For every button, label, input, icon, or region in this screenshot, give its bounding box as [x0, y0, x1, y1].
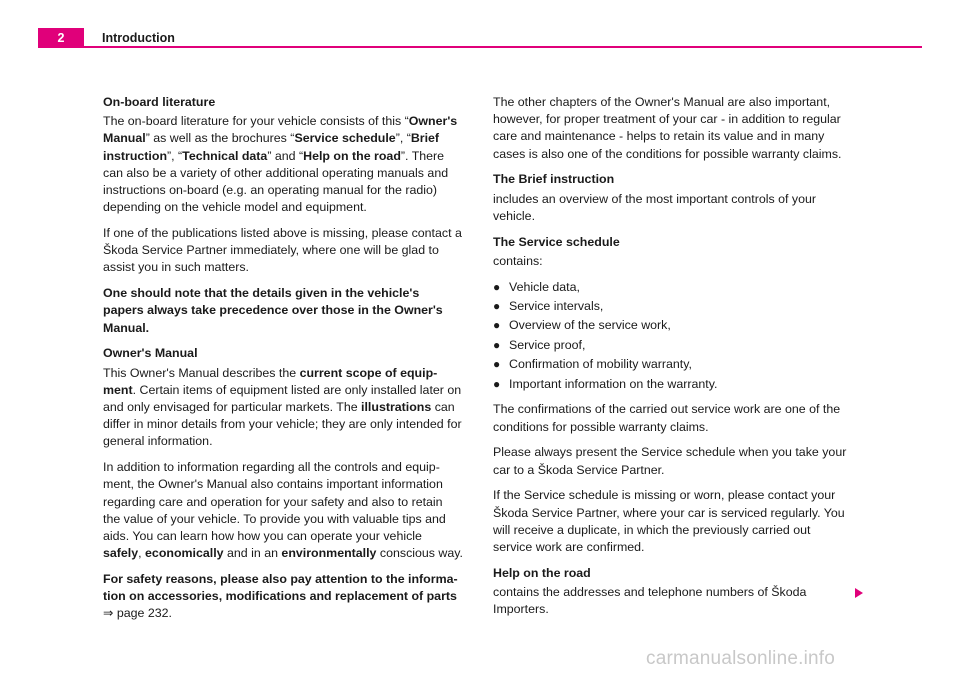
help-on-road-heading: Help on the road: [493, 565, 591, 580]
confirmations-paragraph: The confirmations of the carried out service work are one of the conditions for possible warranty claims.: [493, 402, 841, 434]
precedence-note: One should note that the details given in the vehicle's papers always take precedence over those in the Owner's Manual.: [103, 286, 443, 335]
list-item: ● Important information on the warranty.: [493, 376, 853, 393]
present-schedule-paragraph: Please always present the Service schedule when you take your car to a Škoda Service Partner.: [493, 445, 847, 477]
bullet-icon: ●: [493, 337, 501, 352]
service-schedule-intro: contains:: [493, 253, 543, 268]
next-page-arrow-icon[interactable]: [855, 588, 863, 598]
owners-manual-paragraph: This Owner's Manual describes the current scope of equipment. Certain items of equipment listed are only installed later on and only envisaged for particular markets. The illustrations can differ in minor details from your vehicle; they are only intended for general information.: [103, 365, 462, 449]
onboard-heading: On-board literature: [103, 95, 216, 109]
service-schedule-heading: The Service schedule: [493, 234, 620, 249]
missing-schedule-paragraph: If the Service schedule is missing or worn, please contact your Škoda Service Partner, where your car is serviced regularly. You will receive a duplicate, in which the previously carried out service work are confirmed.: [493, 488, 845, 554]
owners-manual-heading: Owner's Manual: [103, 346, 198, 361]
page-reference-arrow-icon: ⇒: [103, 606, 114, 621]
help-on-road-paragraph: contains the addresses and telephone numbers of Škoda Importers.: [493, 584, 807, 617]
bullet-icon: ●: [493, 318, 501, 333]
right-column: [493, 94, 853, 627]
list-item: ● Vehicle data,: [493, 279, 853, 296]
list-item: ● Service intervals,: [493, 298, 853, 315]
list-item: ● Confirmation of mobility warranty,: [493, 356, 853, 373]
bullet-icon: ●: [493, 279, 501, 294]
other-chapters-paragraph: The other chapters of the Owner's Manual are also important, however, for proper treatment of your car - in addition to regular care and maintenance - helps to retain its value and in many cases is also one of the conditions for possible warranty claims.: [493, 95, 842, 161]
addition-paragraph: In addition to information regarding all the controls and equipment, the Owner's Manual also contains important information regarding care and operation for your safety and also to retain the value of your vehicle. To provide you with valuable tips and aids. You can learn how how you can operate your vehicle safely, economically and in an environmentally conscious way.: [103, 460, 463, 561]
bullet-icon: ●: [493, 299, 501, 313]
section-title: Introduction: [102, 31, 175, 45]
header-rule: [84, 46, 922, 48]
brief-instruction-heading: The Brief instruction: [493, 172, 615, 187]
onboard-paragraph: The on-board literature for your vehicle consists of this “Owner's Manual” as well as the brochures “Service schedule”, “Brief instruction”, “Technical data” and “Help on the road”. There can also be a variety of other additional operating manuals and instructions on-board (e.g. an operating manual for the radio) depending on the vehicle model and equipment.: [103, 114, 458, 215]
page-number: 2: [38, 28, 84, 48]
list-item: ● Overview of the service work,: [493, 317, 853, 334]
safety-note: For safety reasons, please also pay attention to the information on accessories, modifications and replacement of parts ⇒ page 232.: [103, 572, 458, 621]
list-item: ● Service proof,: [493, 337, 853, 354]
page-reference-link[interactable]: page 232.: [113, 606, 172, 621]
missing-publications-paragraph: If one of the publications listed above is missing, please contact a Škoda Service Partner immediately, where one will be glad to assist you in such matters.: [103, 226, 462, 275]
watermark: carmanualsonline.info: [646, 648, 836, 669]
bullet-icon: ●: [493, 357, 501, 372]
brief-instruction-paragraph: includes an overview of the most important controls of your vehicle.: [493, 191, 816, 223]
service-schedule-list: [493, 279, 853, 393]
left-column: [103, 94, 463, 631]
bullet-icon: ●: [493, 376, 501, 391]
